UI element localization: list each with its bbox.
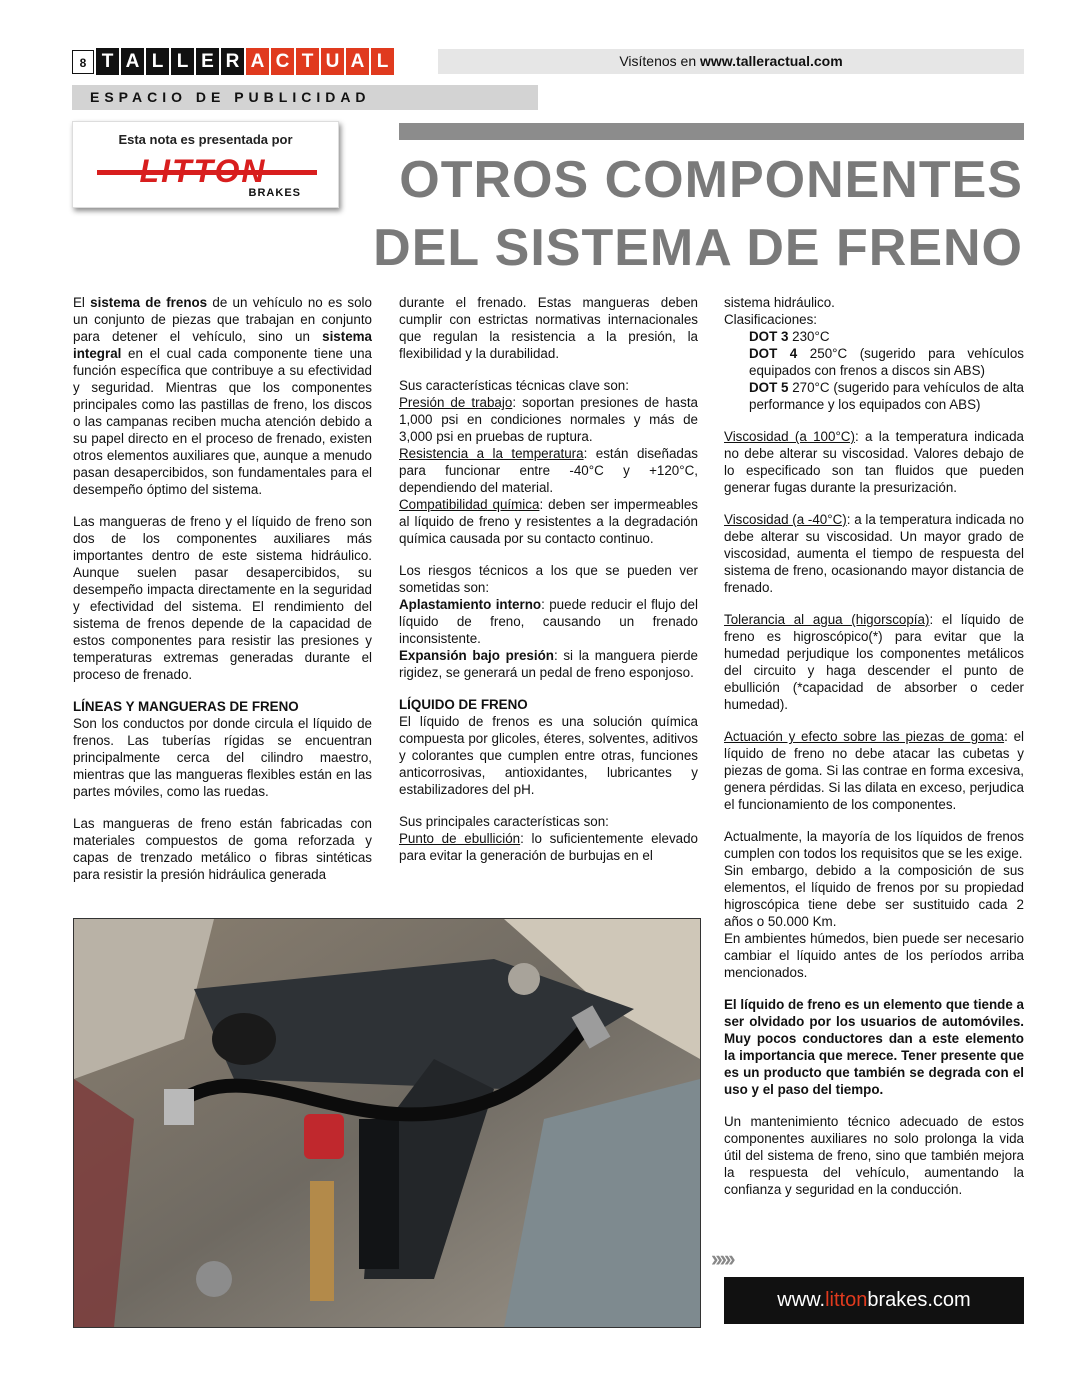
paragraph: Las mangueras de freno y el líquido de freno son dos de los componentes auxiliares más importantes dentro de este sistema hidráulico. Aunque suelen pasar desapercibidos, su desempeño impacta directamente en la seguridad y efectividad del sistema. El rendimiento del sistema de frenos depende de la capacidad de estos componentes para resistir las presiones y temperaturas extremas generadas durante el proceso de frenado. <box>73 514 372 682</box>
article-title-line-2: DEL SISTEMA DE FRENO <box>373 219 1023 277</box>
brand-letter: U <box>321 48 344 75</box>
logo-wordmark: LITTON <box>139 153 267 189</box>
section-heading: LÍNEAS Y MANGUERAS DE FRENO <box>73 699 299 714</box>
paragraph: El sistema de frenos de un vehículo no es solo un conjunto de piezas que trabajan en conjunto para detener el vehículo, sino un sistema integral en el cual cada componente tiene una función específica que contribuye a su efectividad y seguridad. Mientras que los componentes principales como las pastillas de freno, los discos o las campanas reciben mucha atención debido a su papel directo en el proceso de frenado, existen otros elementos auxiliares que, aunque a menudo pasan desapercibidos, son fundamentales para el desempeño óptimo del sistema. <box>73 295 372 497</box>
brand-letter: A <box>346 48 369 75</box>
article-column-1 <box>73 294 372 883</box>
section-label: ESPACIO DE PUBLICIDAD <box>72 85 538 110</box>
url-part: litton <box>825 1289 868 1311</box>
title-rule <box>399 123 1024 140</box>
page-number: 8 <box>72 50 94 74</box>
litton-logo <box>91 148 321 200</box>
paragraph: El líquido de frenos es una solución química compuesta por glicoles, éteres, solventes, aditivos y colorantes que cumplen entre otras, funciones anticorrosivas, antioxidantes, lubricantes y estabilizadores del pH. <box>399 714 698 797</box>
brand-letter: A <box>121 48 144 75</box>
section-heading: LÍQUIDO DE FRENO <box>399 697 528 712</box>
sponsor-caption: Esta nota es presentada por <box>118 132 293 147</box>
article-title-line-1: OTROS COMPONENTES <box>399 151 1023 209</box>
article-column-2 <box>399 294 698 864</box>
paragraph: sistema hidráulico. Clasificaciones: DOT 3 230°C DOT 4 250°C (sugerido para vehículos equipados con frenos a discos sin ABS) DOT 5 270°C (sugerido para vehículos de alta performance y los equipados con ABS) <box>724 295 1024 412</box>
website-link-banner[interactable] <box>724 1277 1024 1324</box>
paragraph: durante el frenado. Estas mangueras deben cumplir con estrictas normativas internacionales que regulan la resistencia a la presión, la flexibilidad y la durabilidad. <box>399 295 698 361</box>
chevrons-icon: ››››› <box>711 1246 733 1271</box>
paragraph: El líquido de freno es un elemento que tiende a ser olvidado por los usuarios de automóviles. Muy pocos conductores dan a este elemento la importancia que merece. Tener presente que es un producto que también se degrada con el uso y el paso del tiempo. <box>724 997 1024 1097</box>
brand-letter: E <box>196 48 219 75</box>
brand-letter: T <box>296 48 319 75</box>
brand-letter: L <box>171 48 194 75</box>
brand-letter: R <box>221 48 244 75</box>
brand-letter: L <box>146 48 169 75</box>
url-part: www. <box>777 1289 826 1311</box>
paragraph: Viscosidad (a -40°C): a la temperatura indicada no debe alterar su viscosidad. Un mayor grado de viscosidad, aumenta el tiempo de respuesta del sistema de freno, ocasionando mayor distancia de frenado. <box>724 512 1025 595</box>
paragraph: Actuación y efecto sobre las piezas de goma: el líquido de freno no debe atacar las cubetas y piezas de goma. Si las contrae en forma excesiva, genera pérdidas. Si las dilata en exceso, perjudica el funcionamiento de los componentes. <box>724 729 1024 812</box>
paragraph: Sus características técnicas clave son: Presión de trabajo: soportan presiones de hasta 1,000 psi en condiciones normales y más de 3,000 psi en pruebas de ruptura. Resistencia a la temperatura: están diseñadas para funcionar entre -40°C y +120°C, dependiendo del material. Compatibilidad química: deben ser impermeables al líquido de freno y resistentes a la degradación química causada por su contacto continuo. <box>399 378 698 546</box>
article-column-3 <box>724 294 1024 1198</box>
brake-hose-photo <box>73 918 701 1328</box>
paragraph: Actualmente, la mayoría de los líquidos de frenos cumplen con todos los requisitos que se les exige. Sin embargo, debido a la composición de sus elementos, el líquido de frenos por su propiedad higroscópica tiene debe ser sustituido cada 2 años o 50.000 Km. En ambientes húmedos, bien puede ser necesario cambiar el líquido antes de los períodos arriba mencionados. <box>724 829 1024 980</box>
magazine-brand <box>96 48 394 75</box>
paragraph: Un mantenimiento técnico adecuado de estos componentes auxiliares no solo prolonga la vida útil del sistema de freno, sino que también mejora la respuesta del vehículo, aumentando la confianza y seguridad en la conducción. <box>724 1114 1024 1197</box>
paragraph: Tolerancia al agua (higorscopía): el líquido de freno es higroscópico(*) para evitar que la humedad perjudique los componentes metálicos del circuito y haga descender el punto de ebullición (*capacidad de absorber o ceder humedad). <box>724 612 1024 712</box>
visit-prefix: Visítenos en <box>619 53 701 69</box>
visit-banner <box>438 49 1024 74</box>
logo-sub: BRAKES <box>248 187 301 199</box>
paragraph: Viscosidad (a 100°C): a la temperatura indicada no debe alterar su viscosidad. Valores debajo de lo especificado son tan fluidos que pueden generar fugas durante la presurización. <box>724 429 1024 495</box>
paragraph: Las mangueras de freno están fabricadas con materiales compuestos de goma reforzada y capas de trenzado metálico o fibras sintéticas para resistir la presión hidráulica generada <box>73 816 372 882</box>
brand-letter: L <box>371 48 394 75</box>
paragraph: Los riesgos técnicos a los que se pueden ver sometidas son: Aplastamiento interno: puede reducir el flujo del líquido de freno, causando un frenado inconsistente. Expansión bajo presión: si la manguera pierde rigidez, se generará un pedal de freno esponjoso. <box>399 563 699 680</box>
paragraph: Son los conductos por donde circula el líquido de frenos. Las tuberías rígidas se encuentran principalmente cerca del cilindro maestro, mientras que las mangueras flexibles están en las partes móviles, como las ruedas. <box>73 716 372 799</box>
brand-letter: A <box>246 48 269 75</box>
brand-letter: C <box>271 48 294 75</box>
sponsor-box <box>72 121 339 208</box>
brand-letter: T <box>96 48 119 75</box>
paragraph: Sus principales características son: Punto de ebullición: lo suficientemente elevado para evitar la generación de burbujas en el <box>399 814 698 863</box>
url-part: brakes.com <box>867 1289 971 1311</box>
visit-url-link[interactable]: www.talleractual.com <box>700 53 843 69</box>
